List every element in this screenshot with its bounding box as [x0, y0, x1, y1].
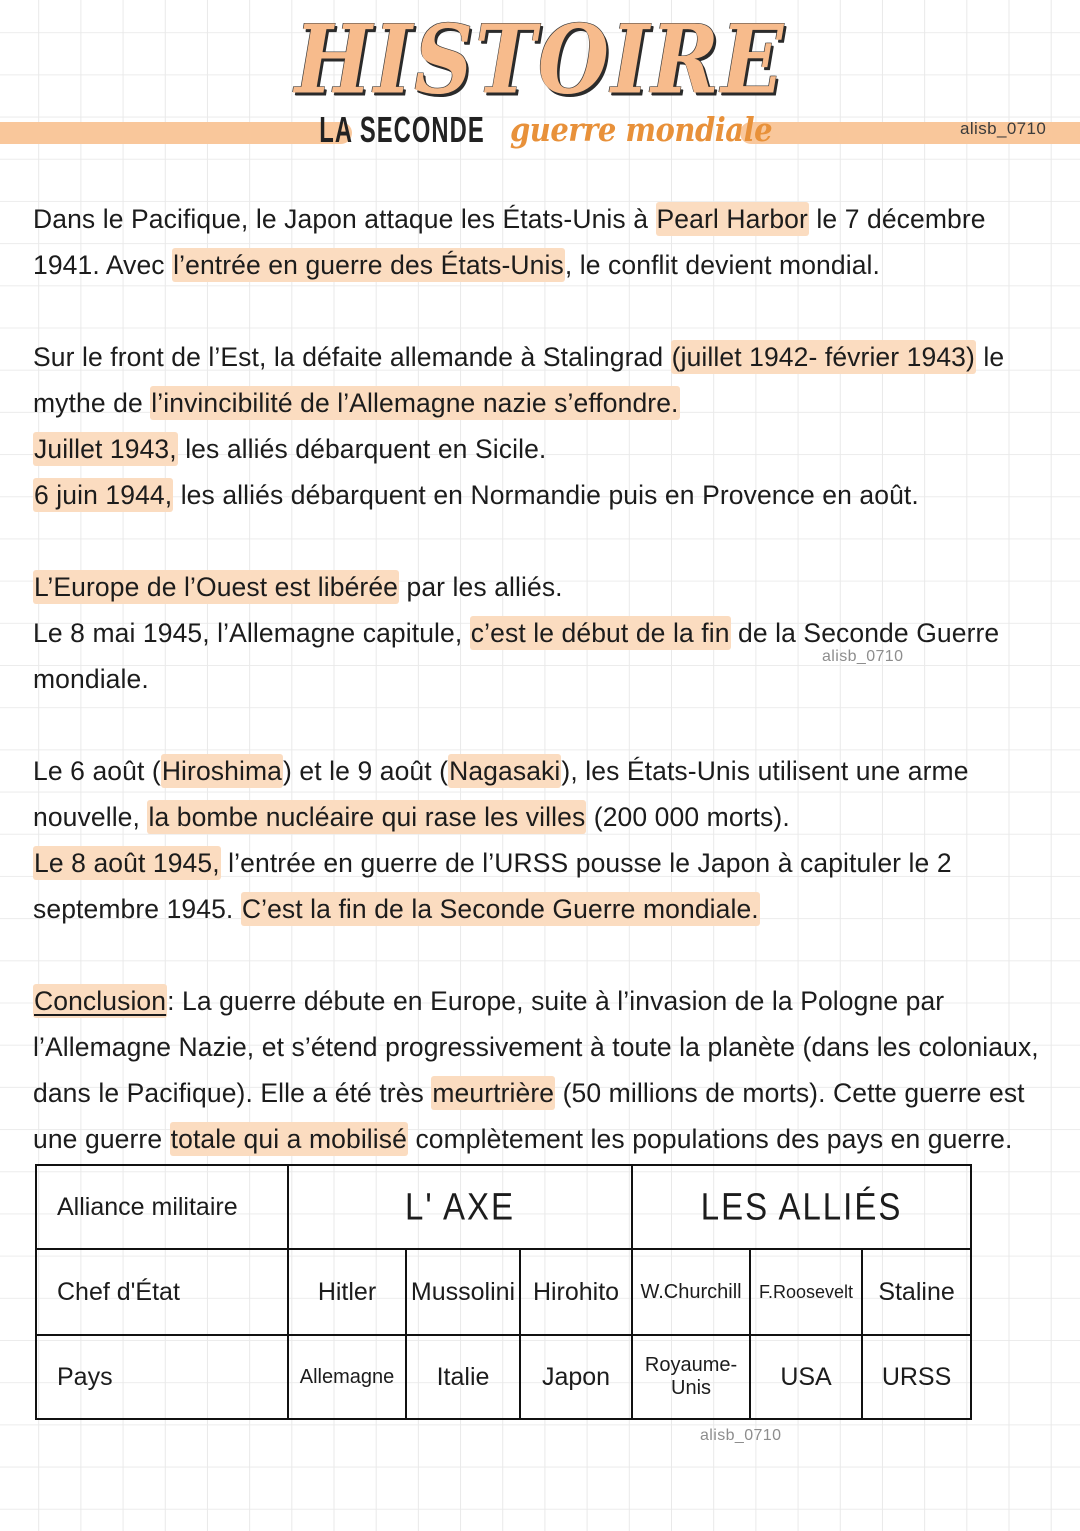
paragraph-p3 — [33, 564, 1048, 702]
body-text: le 7 décembre 1941. Avec — [33, 204, 986, 280]
body-text: (200 000 morts). — [586, 802, 790, 832]
body-text: les alliés débarquent en Sicile. — [177, 434, 547, 464]
paragraph-p4 — [33, 748, 1048, 932]
body-text: Le 8 mai 1945, l’Allemagne capitule, — [33, 618, 470, 648]
paragraph-p5 — [33, 978, 1048, 1162]
table-row-label: Alliance militaire — [36, 1165, 288, 1249]
table-group-header: LES ALLIÉS — [632, 1159, 971, 1256]
table-cell: W.Churchill — [632, 1249, 750, 1335]
highlighted-text: Juillet 1943, — [34, 434, 177, 464]
paragraph-p1 — [33, 196, 1048, 288]
table-row — [36, 1335, 971, 1419]
watermark-bottom: alisb_0710 — [700, 1427, 782, 1444]
table-group-header: L' AXE — [288, 1159, 632, 1256]
highlighted-text: c’est le début de la fin — [470, 618, 730, 648]
page-title: HISTOIRE — [294, 4, 786, 115]
highlighted-text: Hiroshima — [161, 756, 282, 786]
table-cell: Mussolini — [406, 1249, 520, 1335]
highlighted-text: totale qui a mobilisé — [170, 1124, 407, 1154]
body-text: l’entrée en guerre de l’URSS pousse le Japon à capituler le 2 septembre 1945. — [33, 848, 952, 924]
body-text: Sur le front de l’Est, la défaite allemande à Stalingrad — [33, 342, 671, 372]
subtitle-accent-text: guerre mondiale — [509, 110, 773, 149]
watermark-middle: alisb_0710 — [822, 648, 904, 665]
highlighted-text: L’Europe de l’Ouest est libérée — [34, 572, 399, 602]
table-row — [36, 1249, 971, 1335]
highlighted-text: Le 8 août 1945, — [34, 848, 220, 878]
table-cell: F.Roosevelt — [750, 1249, 862, 1335]
table-cell: Hitler — [288, 1249, 406, 1335]
table-cell: Italie — [406, 1335, 520, 1419]
body-text: : La guerre débute en Europe, suite à l’invasion de la Pologne par l’Allemagne Nazie, et s’étend progressivement à toute la planète (dans les coloniaux, dans le Pacifique). Elle a été très — [33, 986, 1039, 1108]
table-cell: Staline — [862, 1249, 971, 1335]
body-text: complètement les populations des pays en guerre. — [407, 1124, 1013, 1154]
page-subtitle — [0, 109, 1080, 151]
highlighted-text: l’entrée en guerre des États-Unis — [173, 250, 564, 280]
body-text: par les alliés. — [399, 572, 563, 602]
table-cell: USA — [750, 1335, 862, 1419]
body-text: de la Seconde Guerre mondiale. — [33, 618, 1000, 694]
paragraph-p2 — [33, 334, 1048, 518]
highlighted-text: la bombe nucléaire qui rase les villes — [148, 802, 586, 832]
alliance-table — [35, 1164, 972, 1420]
subtitle-main-text: LA SECONDE — [319, 109, 485, 151]
body-text: ), les États-Unis utilisent une arme nouvelle, — [33, 756, 969, 832]
body-text: ) et le 9 août ( — [283, 756, 449, 786]
note-body — [33, 196, 1048, 1162]
highlighted-text: Nagasaki — [449, 756, 561, 786]
highlighted-text: Pearl Harbor — [656, 204, 808, 234]
highlighted-text: Conclusion — [34, 986, 167, 1016]
table-cell: Hirohito — [520, 1249, 632, 1335]
body-text: (50 millions de morts). Cette guerre est une guerre — [33, 1078, 1025, 1154]
page-header — [0, 0, 1080, 172]
body-text: , le conflit devient mondial. — [564, 250, 881, 280]
table-cell: URSS — [862, 1335, 971, 1419]
body-text: Dans le Pacifique, le Japon attaque les États-Unis à — [33, 204, 656, 234]
table-row-label: Chef d'État — [36, 1249, 288, 1335]
table-cell: Allemagne — [288, 1335, 406, 1419]
highlighted-text: meurtrière — [432, 1078, 555, 1108]
table-row-label: Pays — [36, 1335, 288, 1419]
highlighted-text: l’invincibilité de l’Allemagne nazie s’effondre. — [151, 388, 679, 418]
table-cell: Japon — [520, 1335, 632, 1419]
body-text: Le 6 août ( — [33, 756, 161, 786]
highlighted-text: 6 juin 1944, — [34, 480, 173, 510]
body-text: les alliés débarquent en Normandie puis en Provence en août. — [173, 480, 919, 510]
watermark-header: alisb_0710 — [960, 119, 1047, 138]
body-text: le mythe de — [33, 342, 1005, 418]
alliance-table-body — [36, 1165, 971, 1419]
table-cell: Royaume-Unis — [632, 1335, 750, 1419]
highlighted-text: (juillet 1942- février 1943) — [671, 342, 975, 372]
table-row — [36, 1165, 971, 1249]
highlighted-text: C’est la fin de la Seconde Guerre mondiale. — [241, 894, 759, 924]
